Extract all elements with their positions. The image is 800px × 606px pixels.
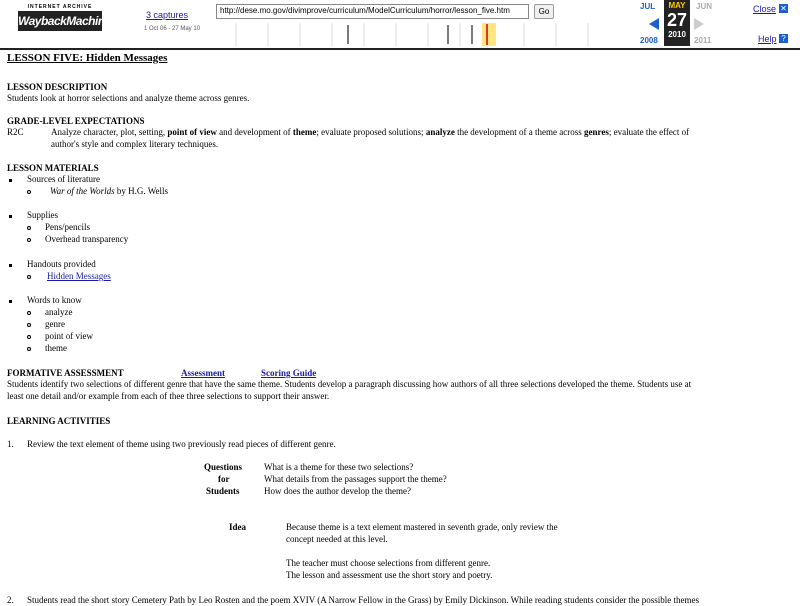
gle-text-f: analyze	[425, 127, 455, 137]
activity-2-number: 2.	[7, 595, 14, 605]
bullet-square-icon	[9, 264, 12, 267]
prev-capture-arrow-icon[interactable]	[649, 18, 659, 30]
logo-top-text: INTERNET ARCHIVE	[27, 4, 93, 10]
bullet-circle-icon	[27, 311, 31, 315]
idea-line-2: concept needed at this level.	[286, 534, 388, 544]
assessment-text-line1: Students identify two selections of different genre that have the same theme. Students develop a paragraph discussing how authors of all three selections developed the theme. Students use at	[7, 379, 692, 389]
supply-item-2: Overhead transparency	[45, 234, 129, 244]
questions-label-students: Students	[206, 486, 240, 496]
close-icon[interactable]: ✕	[780, 4, 787, 13]
question-1: What is a theme for these two selections?	[264, 462, 414, 472]
capture-sparkline[interactable]	[216, 23, 630, 46]
word-item: point of view	[45, 331, 93, 341]
source-title: War of the Worlds	[50, 186, 115, 196]
gle-heading: GRADE-LEVEL EXPECTATIONS	[7, 116, 145, 126]
help-icon[interactable]: ?	[779, 34, 788, 43]
bullet-circle-icon	[27, 190, 31, 194]
bullet-square-icon	[9, 300, 12, 303]
idea-line-4: The lesson and assessment use the short story and poetry.	[286, 570, 493, 580]
learning-activities-heading: LEARNING ACTIVITIES	[7, 416, 111, 426]
handouts-label: Handouts provided	[27, 259, 96, 269]
url-input[interactable]: http://dese.mo.gov/divimprove/curriculum/ModelCurriculum/horror/lesson_five.htm	[216, 4, 529, 19]
bullet-square-icon	[9, 215, 12, 218]
gle-text-c: and development of	[219, 127, 291, 137]
sources-label: Sources of literature	[27, 174, 100, 184]
page-title: LESSON FIVE: Hidden Messages	[7, 52, 168, 64]
questions-label: Questions	[204, 462, 243, 472]
bullet-circle-icon	[27, 335, 31, 339]
current-month: MAY	[668, 1, 686, 10]
scoring-guide-link[interactable]: Scoring Guide	[261, 368, 317, 378]
gle-text-line2: author's style and complex literary techniques.	[51, 139, 219, 149]
bullet-circle-icon	[27, 347, 31, 351]
wayback-toolbar	[0, 0, 800, 50]
word-item: analyze	[45, 307, 73, 317]
lesson-materials-heading: LESSON MATERIALS	[7, 163, 99, 173]
activity-1-text: Review the text element of theme using two previously read pieces of different genre.	[27, 439, 336, 449]
supply-item-1: Pens/pencils	[45, 222, 90, 232]
gle-text-line1	[51, 127, 689, 138]
next-capture-arrow-icon	[694, 18, 704, 30]
word-item: genre	[45, 319, 65, 329]
source-author: by H.G. Wells	[116, 186, 168, 196]
wayback-logo[interactable]	[18, 4, 111, 38]
gle-text-h: genres	[584, 127, 609, 137]
bullet-circle-icon	[27, 226, 31, 230]
close-link[interactable]: Close	[753, 4, 777, 14]
question-3: How does the author develop the theme?	[264, 486, 411, 496]
logo-main-text: WaybackMachine	[18, 11, 102, 31]
bullet-square-icon	[9, 179, 12, 182]
go-button[interactable]: Go	[534, 4, 554, 19]
next-month: JUN	[696, 2, 713, 11]
bullet-circle-icon	[27, 275, 31, 279]
bullet-circle-icon	[27, 323, 31, 327]
gle-text-d: theme	[292, 127, 317, 137]
questions-label-for: for	[218, 474, 230, 484]
formative-assessment-heading: FORMATIVE ASSESSMENT	[7, 368, 124, 378]
assessment-link[interactable]: Assessment	[181, 368, 225, 378]
words-label: Words to know	[27, 295, 82, 305]
bullet-circle-icon	[27, 238, 31, 242]
current-day: 27	[666, 10, 688, 30]
idea-line-3: The teacher must choose selections from different genre.	[286, 558, 491, 568]
current-year: 2010	[668, 30, 686, 39]
word-item: theme	[45, 343, 67, 353]
prev-month[interactable]: JUL	[640, 2, 656, 11]
source-item	[50, 186, 168, 197]
help-link[interactable]: Help	[758, 34, 777, 44]
lesson-description-heading: LESSON DESCRIPTION	[7, 82, 108, 92]
prev-year[interactable]: 2008	[640, 36, 658, 45]
next-year: 2011	[694, 36, 712, 45]
gle-text-g: the development of a theme across	[457, 127, 582, 137]
lesson-description-text: Students look at horror selections and analyze theme across genres.	[7, 93, 250, 103]
gle-text-b: point of view	[167, 127, 217, 137]
captures-link[interactable]: 3 captures	[146, 10, 189, 20]
handout-hidden-messages-link[interactable]: Hidden Messages	[47, 271, 111, 281]
capture-range: 1 Oct 06 - 27 May 10	[144, 26, 201, 32]
supplies-label: Supplies	[27, 210, 59, 220]
question-2: What details from the passages support the theme?	[264, 474, 447, 484]
gle-text-a: Analyze character, plot, setting,	[51, 127, 166, 137]
gle-code: R2C	[7, 127, 24, 137]
current-capture-date	[664, 0, 690, 46]
idea-label: Idea	[229, 522, 247, 532]
gle-text-i: ; evaluate the effect of	[608, 127, 690, 137]
activity-1-number: 1.	[7, 439, 14, 449]
activity-2-text: Students read the short story Cemetery Path by Leo Rosten and the poem XVIV (A Narrow Fellow in the Grass) by Emily Dickinson. While reading students consider the possible themes	[27, 595, 700, 605]
gle-text-e: ; evaluate proposed solutions;	[316, 127, 424, 137]
assessment-text-line2: least one detail and/or example from each of thee three selections to support their answer.	[7, 391, 330, 401]
idea-line-1: Because theme is a text element mastered in seventh grade, only review the	[286, 522, 558, 532]
